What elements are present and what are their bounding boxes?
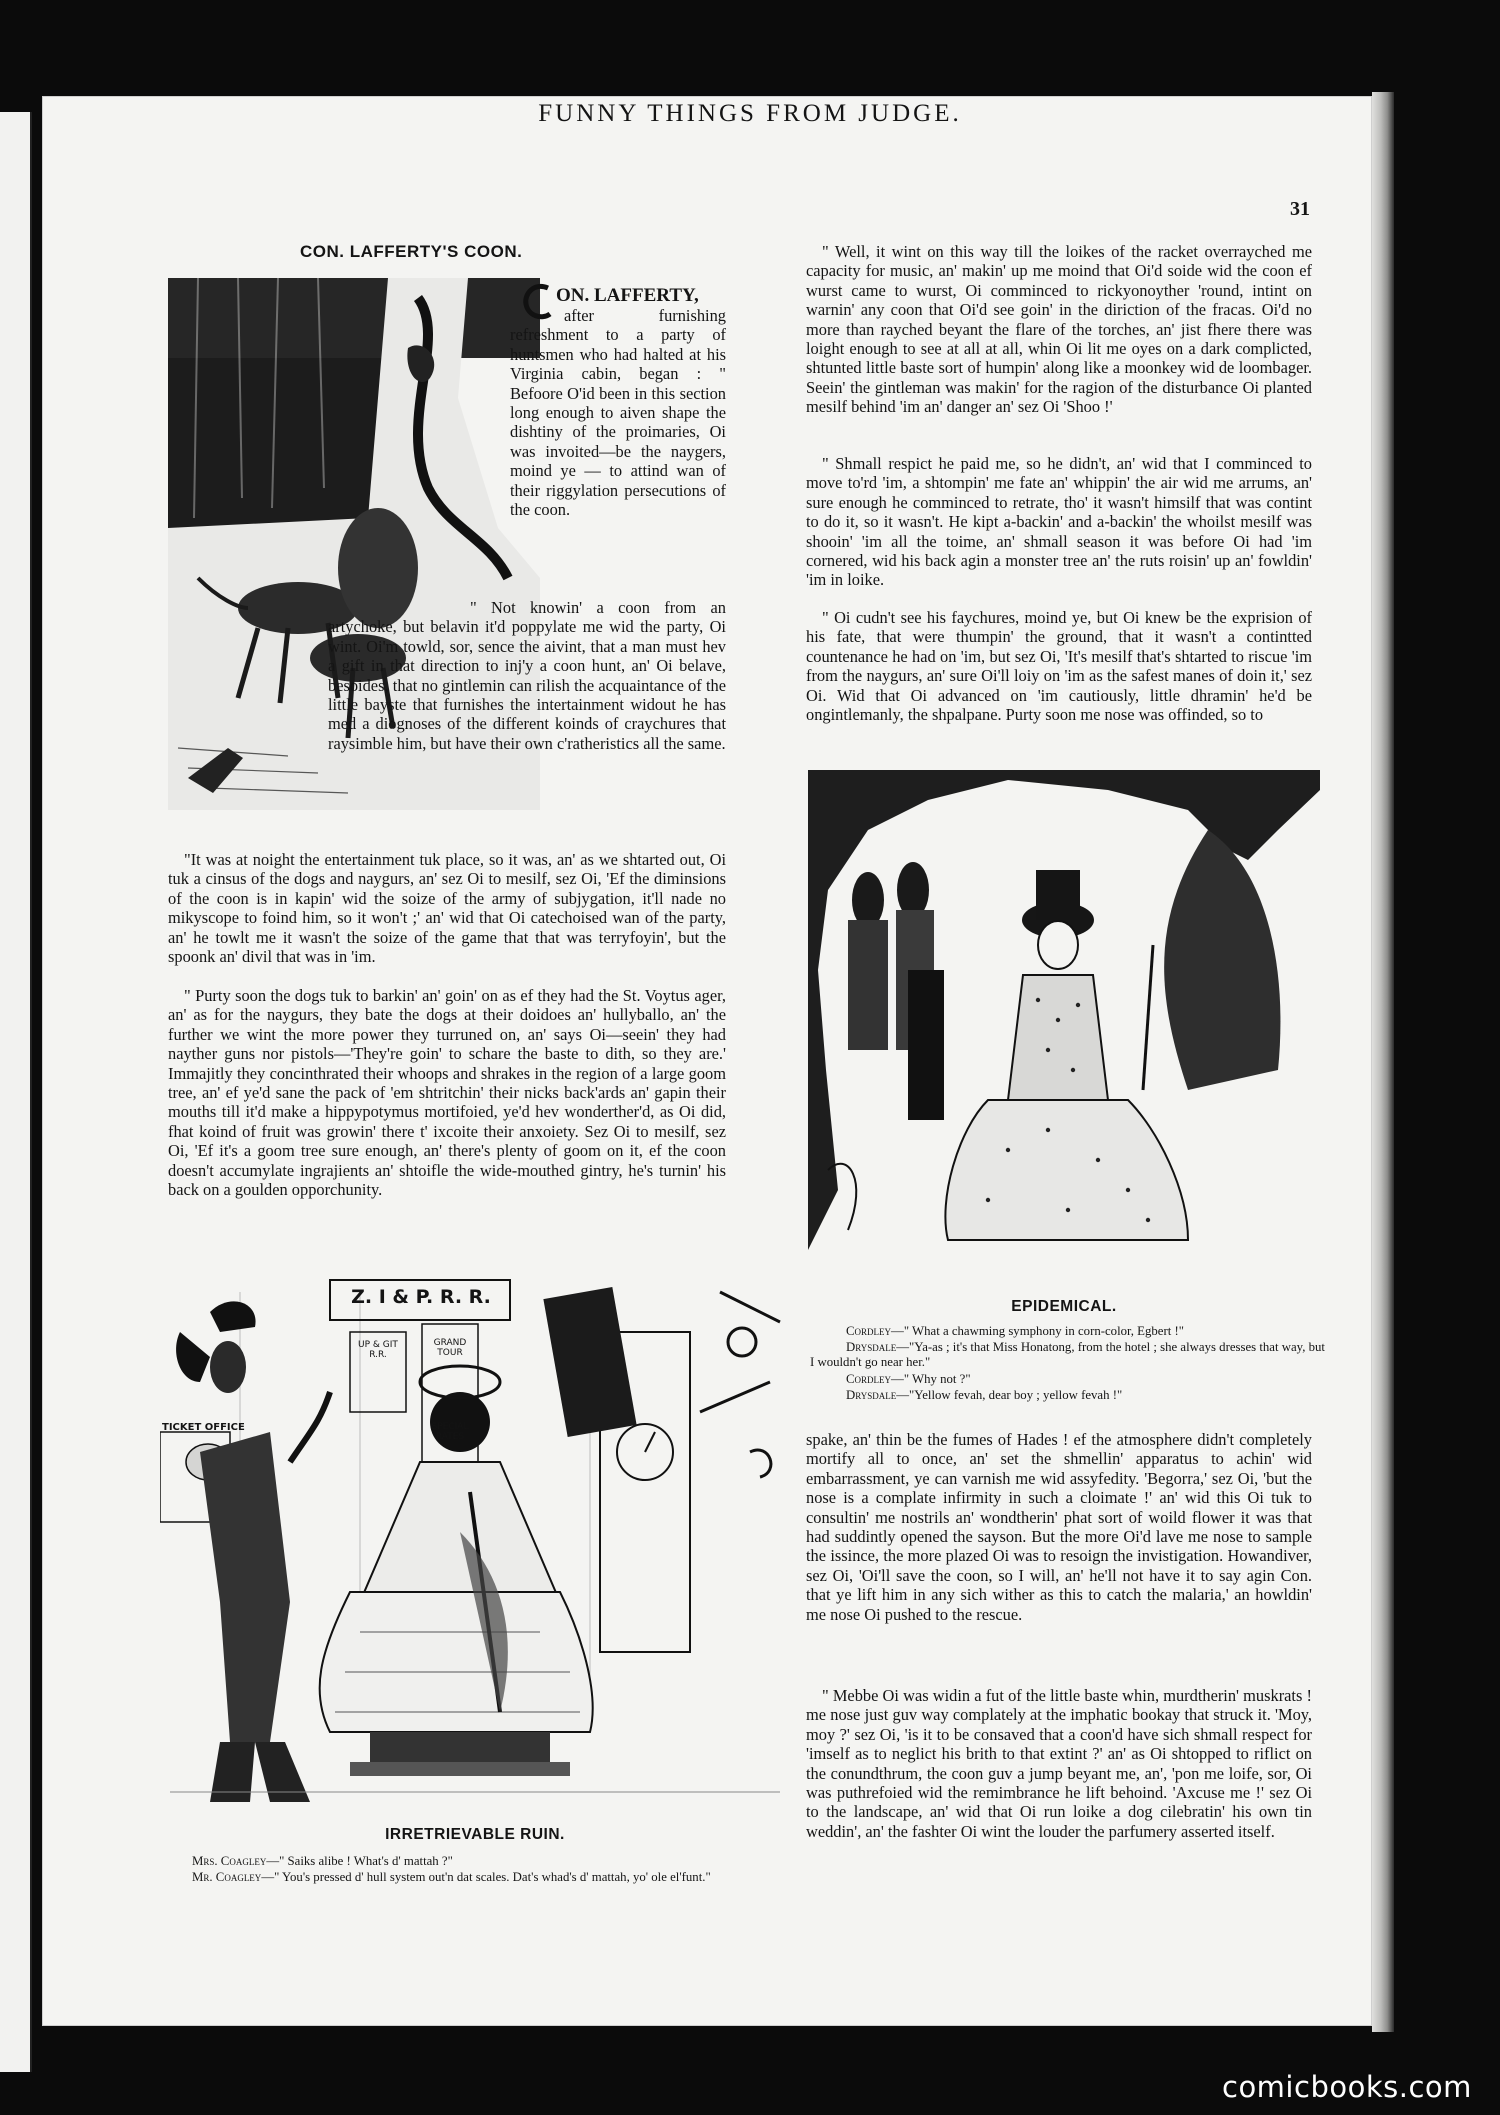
dialogue-text: —" Why not ?" — [891, 1372, 971, 1386]
speaker-name: Mrs. Coagley — [192, 1854, 267, 1868]
ticket-office-sign: TICKET OFFICE — [162, 1422, 245, 1433]
story-paragraph-2: " Not knowin' a coon from an artychoke, but belavin it'd poppylate me wid the party, Oi wint. Oi'm towld, sor, sence the aivint, that a man must hev a gift in that direction to inj'y a coon hunt, an' Oi belave, besoides, that no gintlemin can rilish the acquaintance of the little bayste that furnishes the intertainment widout he has med a diognoses of the different koinds of craychures that raysimble him, but have their own c'ratheristics all the same. — [328, 598, 726, 753]
epidemical-dialogue-2 — [810, 1340, 1326, 1370]
epidemical-dialogue-4 — [846, 1388, 1326, 1403]
dialogue-text: —" Saiks alibe ! What's d' mattah ?" — [266, 1854, 453, 1868]
epidemical-dialogue-1 — [846, 1324, 1326, 1339]
story-paragraph-7: " Oi cudn't see his faychures, moind ye, but Oi knew be the exprision of his fate, that were thumpin' the ground, that it wasn't a contintted countenance he had on 'im, but sez Oi, 'It's mesilf that's shtarted to riscue 'im from the naygurs, an' sure Oi'll loiy on 'im as the safest manes of doin it,' sez Oi. Wid that Oi advanced on 'im cautiously, little dhramin' he'd be ongintlemanly, the shpalpane. Purty soon me nose was offinded, so to — [806, 608, 1312, 725]
dialogue-text: —"Yellow fevah, dear boy ; yellow fevah !" — [896, 1388, 1123, 1402]
running-head: FUNNY THINGS FROM JUDGE. — [538, 100, 962, 127]
story-paragraph-5: " Well, it wint on this way till the loikes of the racket overrayched me capacity for music, an' makin' up me moind that Oi'd soide wid the coon ef wurst came to wurst, Oi comminced to rickyonoyther 'round, intint on warnin' any coon that Oi'd see goin' in the diriction of the fracas. Oi'd no more than rayched beyant the flare of the torches, an' jist fhere there was loight enough to see at all at all, whin Oi lit me oyes on a dark complicted, shtunted little baste sort of humpin' along like a moonkey wid de loombager. Seein' the gintleman was makin' for the ragion of the disturbance Oi planted mesilf behind 'im an' danger an' sez Oi 'Shoo !' — [806, 242, 1312, 417]
grand-tour-sign: GRAND TOUR — [433, 1338, 467, 1358]
story-paragraph-1: after furnishing refreshment to a party of huntsmen who had halted at his Virginia cabin, began : " Befoore O'id been in this section long enough to aiven shape the dishtiny of the proimaries, Oi was invoited—be the naygers, moind ye — to attind wan of their riggylation persecutions of the coon. — [510, 306, 726, 520]
site-watermark: comicbooks.com — [1222, 2070, 1472, 2104]
epidemical-dialogue-3 — [846, 1372, 1326, 1387]
speaker-name: Drysdale — [846, 1340, 897, 1354]
irretrievable-ruin-illustration — [160, 1272, 790, 1812]
page-number: 31 — [1290, 198, 1310, 220]
story-paragraph-4: " Purty soon the dogs tuk to barkin' an' goin' on as ef they had the St. Voytus ager, an' as for the naygurs, they bate the dogs at their doidoes an' hullyballo, an' the further we wint the more power they turruned on, an' says Oi—seein' they had nayther guns nor pistols—'They're goin' to schare the baste to dith, so they are.' Immajitly they concinthrated their whoops and shrakes in the region of a large goom tree, an' ef ye'd sane the pack of 'em shtritchin' their nicks back'ards an' gapin their mouths till it'd make a hippypotymus mortifoied, ye'd hev wonderther'd, as Oi did, fhat koind of fruit was growin' there t' ixcoite their anxoiety. Sez Oi to mesilf, sez Oi, 'Ef it's a goom tree sure enough, an' there's plenty of goom on it, ef the coon doesn't accumylate ingrajients an' shtoifle the wide-mouthed gintry, he's turnin' his back on a goulden opporchunity. — [168, 986, 726, 1200]
story-intro-first-line: ON. LAFFERTY, — [556, 285, 699, 306]
irretrievable-ruin-title: IRRETRIEVABLE RUIN. — [385, 1826, 565, 1843]
irretrievable-ruin-dialogue-2 — [160, 1870, 792, 1885]
page-binding-edge — [1372, 92, 1394, 2032]
adjacent-page-edge — [0, 112, 32, 2072]
irretrievable-ruin-dialogue-1 — [192, 1854, 792, 1869]
special-rates-sign: SPECIAL RATES — [431, 1422, 469, 1442]
dialogue-text: —"Ya-as ; it's that Miss Honatong, from the hotel ; she always dresses that way, but I wouldn't go near her." — [810, 1340, 1325, 1369]
epidemical-title: EPIDEMICAL. — [1011, 1298, 1117, 1315]
story-paragraph-3: "It was at noight the entertainment tuk place, so it was, an' as we shtarted out, Oi tuk a cinsus of the dogs and naygurs, an' sez Oi to mesilf, sez Oi, 'Ef the diminsions of the coon is in kapin' wid the soize of the army of subjygation, it'll nade no mikyscope to foind him, so it won't ;' an' wid that Oi catechoised wan of the party, an' he towlt me it wasn't the soize of the game that that was terryfoyin', but the spoonk an' divil that was in 'im. — [168, 850, 726, 967]
story-title: CON. LAFFERTY'S COON. — [300, 242, 523, 261]
railroad-sign: Z. I & P. R. R. — [351, 1286, 491, 1308]
story-paragraph-6: " Shmall respict he paid me, so he didn't, an' wid that I comminced to move to'rd 'im, a shtompin' me fate an' whippin' the air wid me arrums, an' sure enough he comminced to retrate, tho' it wasn't himsilf that was contint to do it, so it wasn't. He kipt a-backin' and a-backin' the whoilst mesilf was shooin' 'im all the toime, an' shmall season it was before Oi had 'im cornered, wid his back agin a monster tree an' the ruts roisin' up an' fowldin' 'im in loike. — [806, 454, 1312, 590]
speaker-name: Cordley — [846, 1372, 892, 1386]
story-paragraph-9: " Mebbe Oi was widin a fut of the little baste whin, murdtherin' muskrats ! me nose just guv way complately at the imphatic bookay that struck it. 'Moy, moy ?' sez Oi, 'is it to be consaved that a coon'd have sich shmall respect for 'imself as to neglict his brith to that extint ?' an' as Oi shtopped to riflict on the conundthrum, the coon guv a jump beyant me, an', 'pon me loife, sor, Oi was puthrefoied wid the remimbrance he lift behoind. 'Axcuse me !' sez Oi to the landscape, an' wid that Oi run loike a dog cilebratin' his own tin weddin', an' the fashter Oi wint the louder the parfumery asserted itself. — [806, 1686, 1312, 1841]
story-paragraph-8: spake, an' thin be the fumes of Hades ! ef the atmosphere didn't completely mortify all to once, an' set the shmellin' apparatus to achin' wid embarrassment, ye can varnish me wid assyfedity. 'Begorra,' sez Oi, 'but the nose is a complate infirmity in such a cloimate !' an' wid this Oi tuk to consultin' me nostrils an' wondtherin' phat sort of woild flower it was that had suddintly opened the sayson. But the more Oi'd lave me nose to sample the issince, the more plazed Oi was to resoign the invistigation. Howandiver, sez Oi, 'Oi'll save the coon, so I will, an' he'll not have it to say agin Con. that ye lift him in any sich wither as this to catch the malaria,' an howldin' me nose Oi pushed to the rescue. — [806, 1430, 1312, 1624]
dialogue-text: —" You's pressed d' hull system out'n dat scales. Dat's whad's d' mattah, yo' ole el'funt." — [261, 1870, 711, 1884]
speaker-name: Cordley — [846, 1324, 892, 1338]
speaker-name: Drysdale — [846, 1388, 897, 1402]
up-and-git-sign: UP & GIT R.R. — [358, 1340, 398, 1360]
epidemical-illustration — [808, 770, 1320, 1250]
speaker-name: Mr. Coagley — [192, 1870, 262, 1884]
dialogue-text: —" What a chawming symphony in corn-color, Egbert !" — [891, 1324, 1184, 1338]
